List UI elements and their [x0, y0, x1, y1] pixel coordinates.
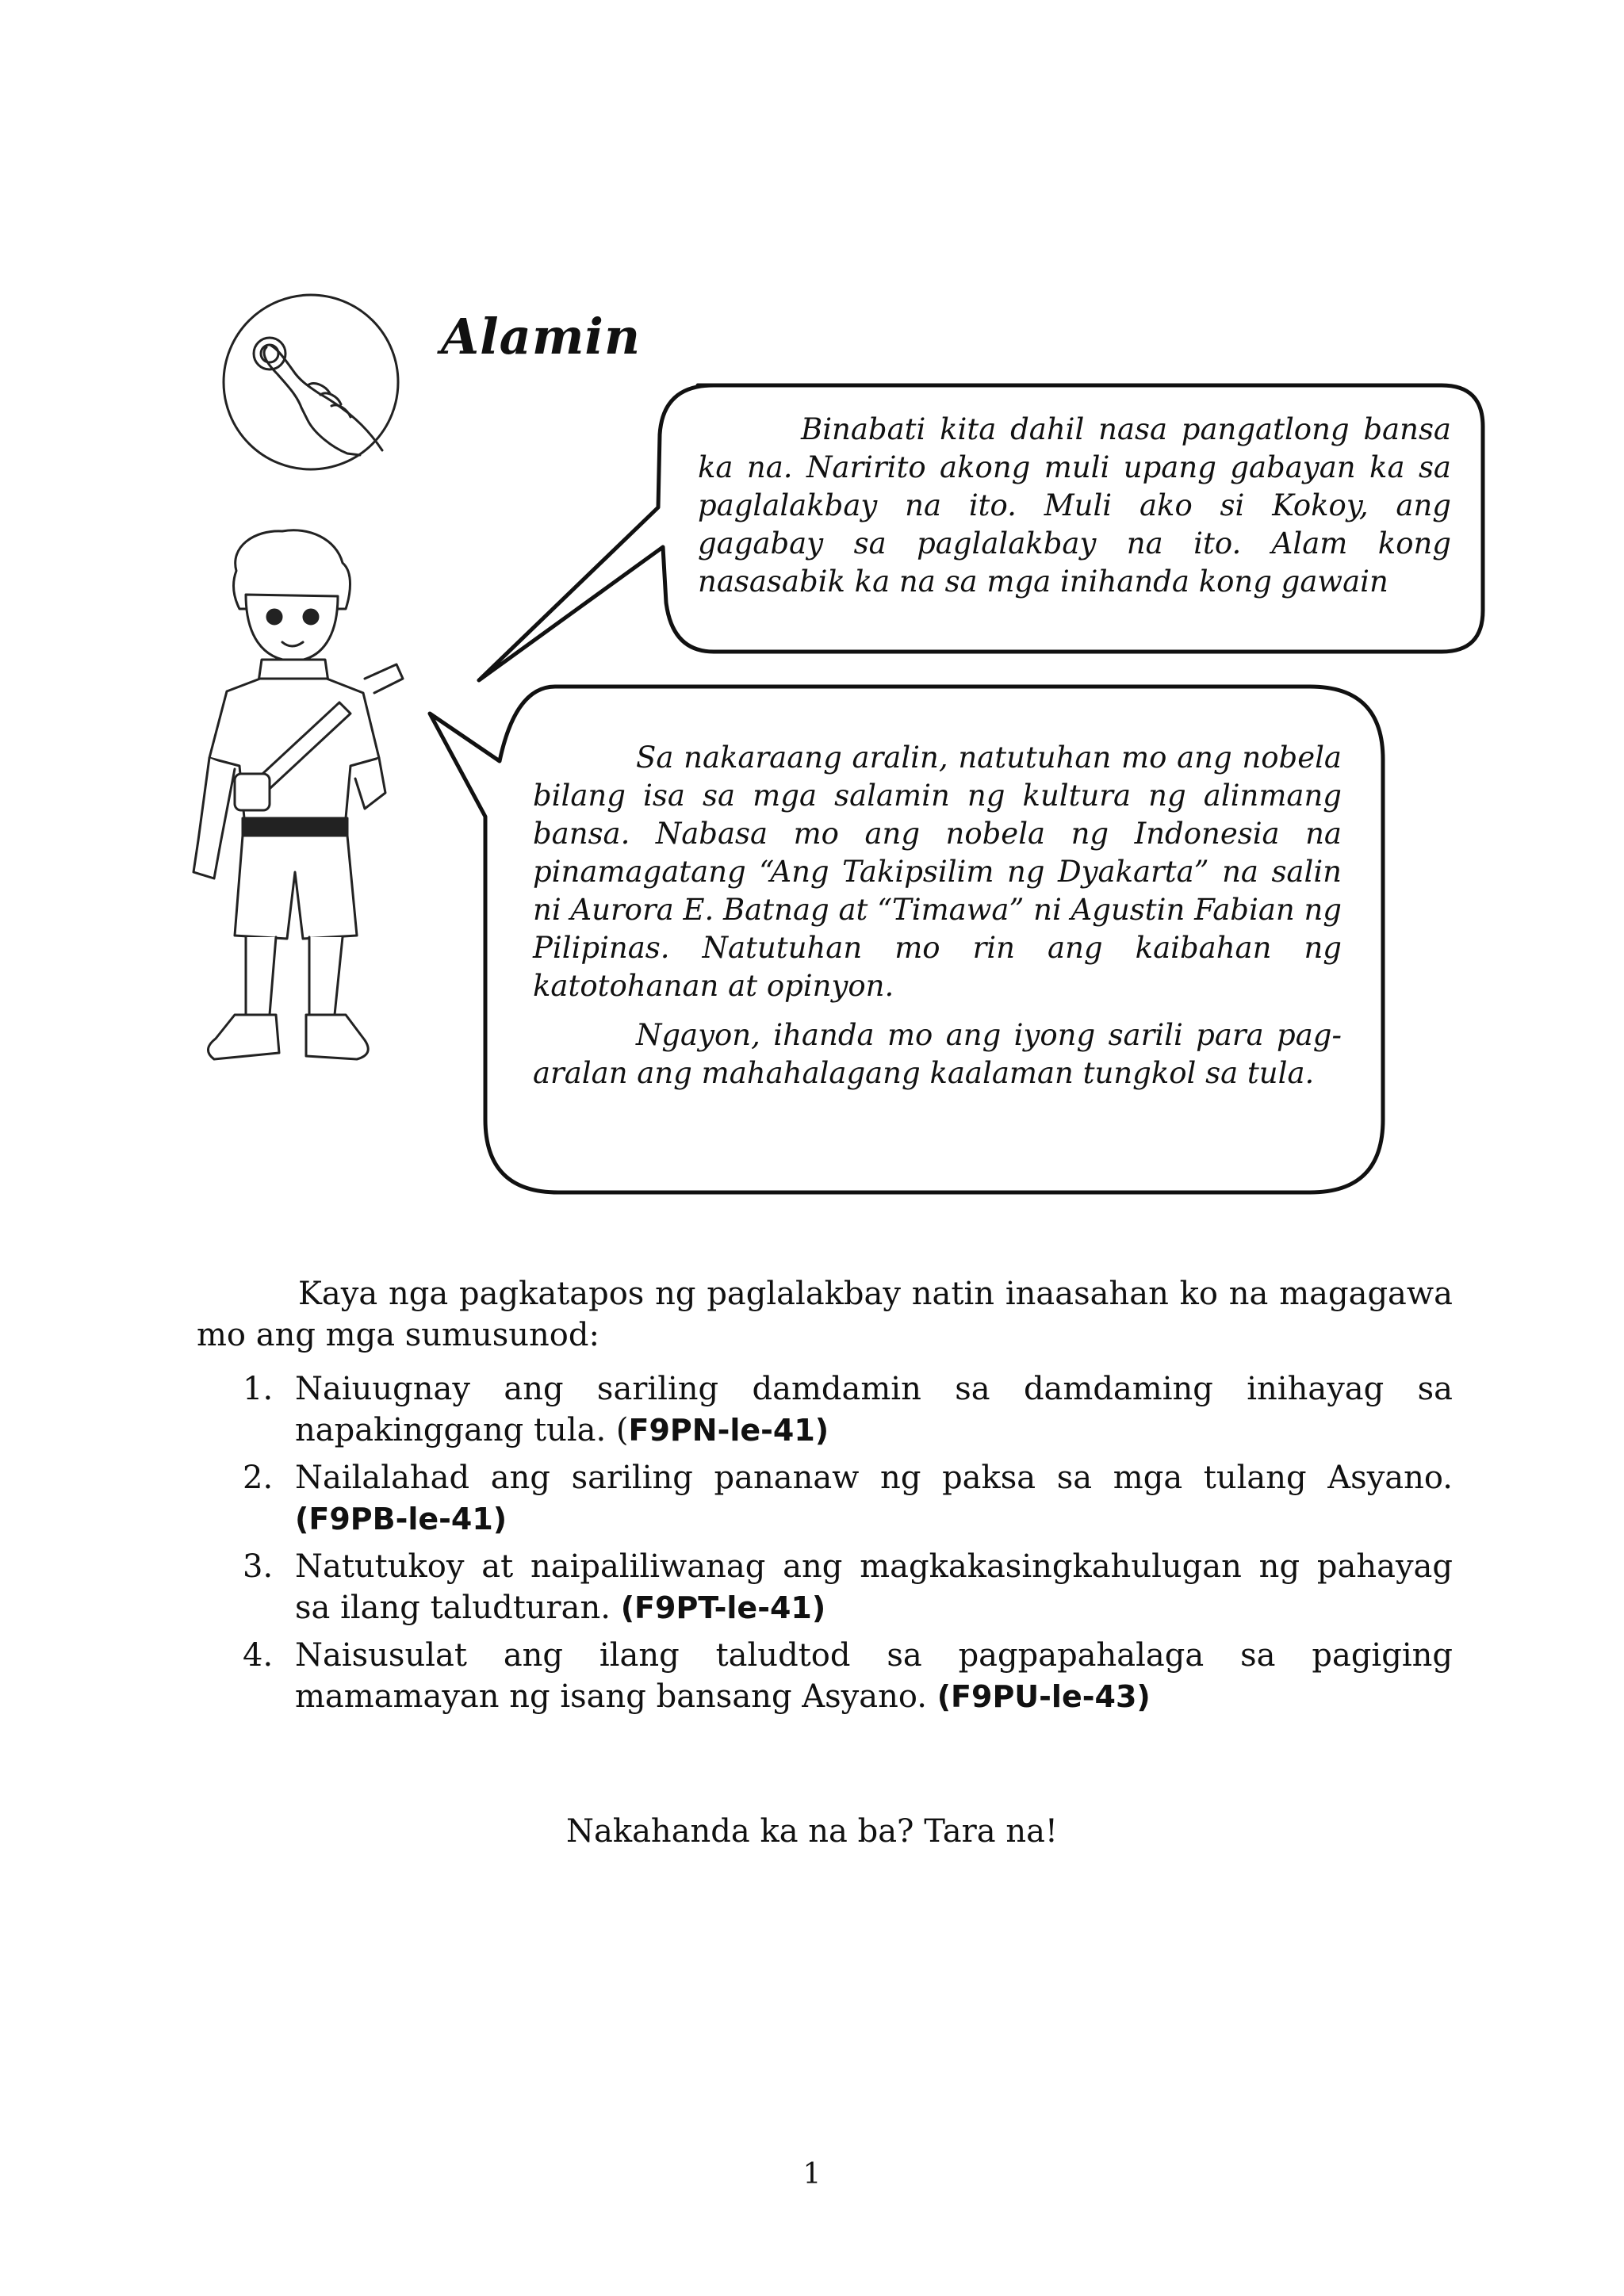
objectives-list	[197, 1368, 1453, 1724]
speech-bubble-bottom-text	[533, 739, 1342, 1093]
list-item-text: Natutukoy at naipaliliwanag ang magkakasingkahulugan ng pahayag sa ilang taludturan.	[295, 1548, 1453, 1626]
speech-bubble-top-text	[698, 411, 1451, 601]
list-item	[197, 1368, 1453, 1451]
list-item-number: 2.	[243, 1460, 274, 1496]
list-item-text: Naisusulat ang ilang taludtod sa pagpapahalaga sa pagiging mamamayan ng isang bansang Asyano.	[295, 1637, 1453, 1715]
list-item-text: Nailalahad ang sariling pananaw ng paksa sa mga tulang Asyano.	[295, 1460, 1453, 1496]
kokoy-character-illustration	[167, 523, 436, 1094]
competency-code: (F9PT-le-41)	[620, 1590, 826, 1625]
list-item	[197, 1635, 1453, 1717]
competency-code: (F9PB-le-41)	[295, 1502, 508, 1536]
section-title: Alamin	[441, 308, 642, 365]
list-item-number: 4.	[243, 1637, 274, 1674]
list-item	[197, 1546, 1453, 1628]
bubble-recap-paragraph: Sa nakaraang aralin, natutuhan mo ang nobela bilang isa sa mga salamin ng kultura ng alinmang bansa. Nabasa mo ang nobela ng Indonesia na pinamagatang “Ang Takipsilim ng Dyakarta” na salin ni Aurora E. Batnag at “Timawa” ni Agustin Fabian ng Pilipinas. Natutuhan mo rin ang kaibahan ng katotohanan at opinyon.	[533, 740, 1342, 1003]
closing-line: Nakahanda ka na ba? Tara na!	[566, 1813, 1058, 1850]
page-number: 1	[802, 2158, 822, 2191]
competency-code: F9PN-le-41)	[628, 1413, 829, 1448]
list-item	[197, 1457, 1453, 1540]
intro-paragraph: Kaya nga pagkatapos ng paglalakbay natin inaasahan ko na magagawa mo ang mga sumusunod:	[197, 1276, 1453, 1353]
list-item-number: 1.	[243, 1371, 274, 1407]
bubble-greeting: Binabati kita dahil nasa pangatlong bansa ka na. Naririto akong muli upang gabayan ka sa paglalakbay na ito. Muli ako si Kokoy, ang gagabay sa paglalakbay na ito. Alam kong nasasabik ka na sa mga inihanda kong gawain	[698, 412, 1451, 599]
list-item-number: 3.	[243, 1548, 274, 1585]
bubble-prepare-paragraph: Ngayon, ihanda mo ang iyong sarili para pag-aralan ang mahahalagang kaalaman tungkol sa tula.	[533, 1018, 1342, 1090]
list-item-text: Naiuugnay ang sariling damdamin sa damdaming inihayag sa napakinggang tula. (	[295, 1371, 1453, 1448]
competency-code: (F9PU-le-43)	[936, 1679, 1151, 1714]
